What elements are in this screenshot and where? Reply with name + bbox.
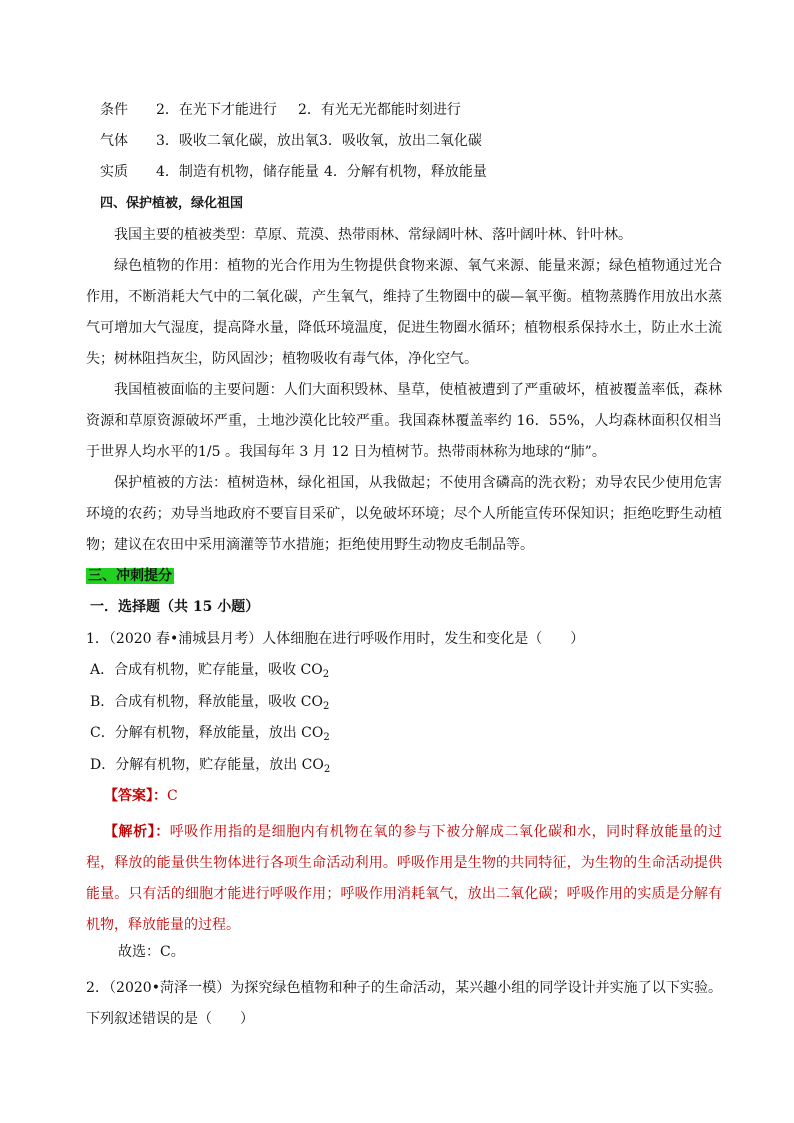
paragraph-plant-functions: 绿色植物的作用：植物的光合作用为生物提供食物来源、氧气来源、能量来源；绿色植物通过光合作用，不断消耗大气中的二氧化碳，产生氧气，维持了生物圈中的碳—氧平衡。植物蒸腾作用放出水蒸气可增加大气湿度，提高降水量，降低环境温度，促进生物圈水循环；植物根系保持水土，防止水土流失；树林阻挡灰尘，防风固沙；植物吸收有毒气体，净化空气。: [86, 258, 722, 367]
question-1-option-d: D．分解有机物，贮存能量，放出 $CO_2$: [90, 757, 331, 775]
comparison-row-condition: [100, 100, 461, 120]
paragraph-protection-methods: 保护植被的方法：植树造林，绿化祖国，从我做起；不使用含磷高的洗衣粉；劝导农民少使用危害环境的农药；劝导当地政府不要盲目采矿，以免破坏环境；尽个人所能宣传环保知识；拒绝吃野生动植物；建议在农田中采用滴灌等节水措施；拒绝使用野生动物皮毛制品等。: [86, 475, 722, 553]
answer-label: 【答案】：: [104, 788, 167, 804]
paragraph-vegetation-types: 我国主要的植被类型：草原、荒漠、热带雨林、常绿阔叶林、落叶阔叶林、针叶林。: [114, 227, 632, 243]
question-1-stem: 1．（2020 春•浦城县月考）人体细胞在进行呼吸作用时，发生和变化是（ ）: [86, 631, 585, 647]
row-right: 4．分解有机物，释放能量: [324, 164, 487, 180]
section-heading-highlighted: [86, 566, 174, 586]
question-1-analysis: [86, 817, 722, 941]
highlighted-heading: 三、冲刺提分: [88, 568, 172, 584]
analysis-label: 【解析】：: [104, 824, 170, 840]
row-label: 实质: [100, 164, 128, 180]
row-left: 2．在光下才能进行: [156, 102, 277, 118]
row-left: 3．吸收二氧化碳，放出氧: [156, 133, 319, 149]
question-1-choice: 故选：C。: [118, 944, 185, 960]
answer-value: C: [167, 788, 178, 804]
comparison-row-essence: [100, 162, 487, 182]
question-2-stem: 2．（2020•菏泽一模）为探究绿色植物和种子的生命活动，某兴趣小组的同学设计并实施了以下实验。下列叙述错误的是（ ）: [86, 980, 722, 1027]
row-left: 4．制造有机物，储存能量: [156, 164, 319, 180]
row-label: 气体: [100, 133, 128, 149]
subsection-heading: 一．选择题（共 15 小题）: [90, 599, 260, 615]
row-label: 条件: [100, 102, 128, 118]
row-right: 2．有光无光都能时刻进行: [298, 102, 461, 118]
question-1-option-a: A．合成有机物，贮存能量，吸收 $CO_2$: [90, 662, 330, 680]
question-1-option-c: C．分解有机物，释放能量，放出 $CO_2$: [90, 725, 330, 743]
question-1-answer: [104, 786, 178, 806]
analysis-text: 呼吸作用指的是细胞内有机物在氧的参与下被分解成二氧化碳和水，同时释放能量的过程，释放的能量供生物体进行各项生命活动利用。呼吸作用是生物的共同特征，为生物的生命活动提供能量。只有活的细胞才能进行呼吸作用；呼吸作用消耗氧气，放出二氧化碳；呼吸作用的实质是分解有机物，释放能量的过程。: [86, 824, 723, 933]
question-1-option-b: B．合成有机物，释放能量，吸收 $CO_2$: [90, 694, 330, 712]
section-heading: 四、保护植被，绿化祖国: [100, 196, 244, 211]
comparison-row-gas: [100, 131, 482, 151]
paragraph-vegetation-problems: 我国植被面临的主要问题：人们大面积毁林、垦草，使植被遭到了严重破坏，植被覆盖率低，森林资源和草原资源破坏严重，土地沙漠化比较严重。我国森林覆盖率约 16．55%，人均森林面积仅相当于世界人均水平的1/5 。我国每年 3 月 12 日为植树节。热带雨林称为地球的“肺”。: [86, 382, 722, 460]
row-right: 3．吸收氧，放出二氧化碳: [319, 133, 482, 149]
